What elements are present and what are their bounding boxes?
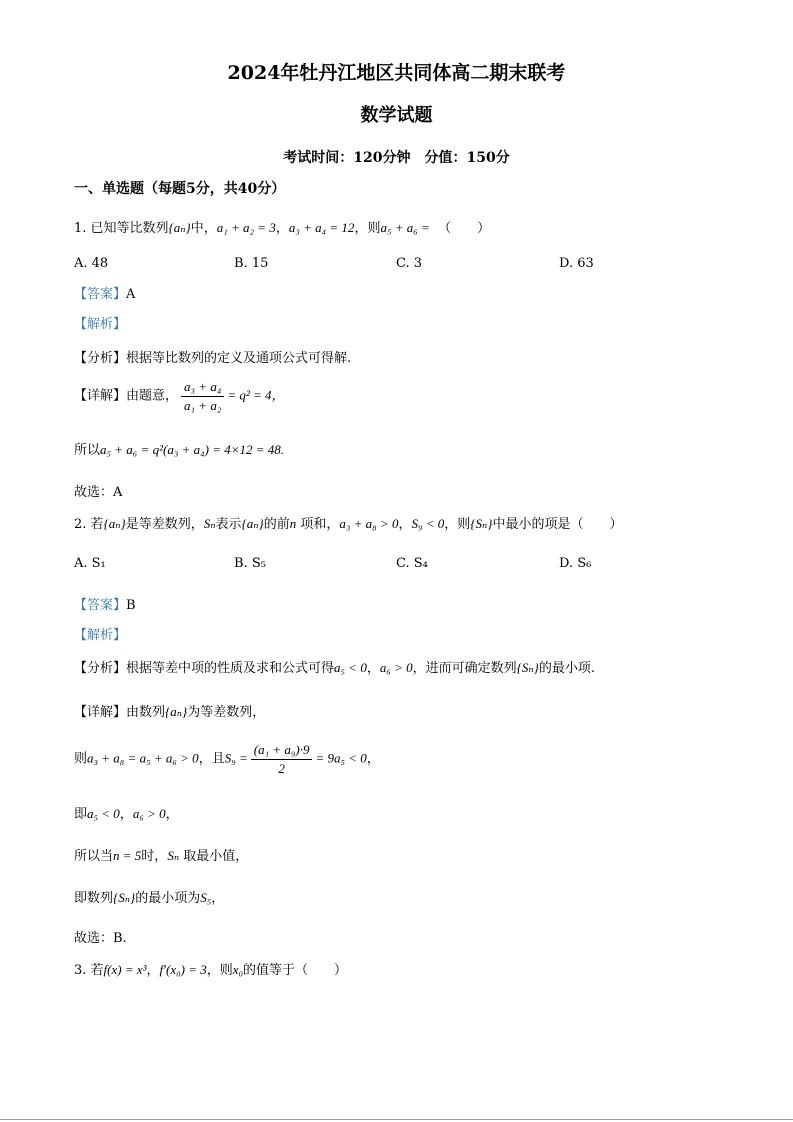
q1-fraction: $\frac{\text{a₃ + a₄}}{\text{a₁ + a₂}}$	[181, 379, 224, 413]
page-title: 2024年牡丹江地区共同体高二期末联考	[227, 62, 566, 84]
q1-option-a: A. 48	[74, 256, 109, 271]
exam-info: 考试时间：120分钟 分值：150分	[283, 150, 510, 166]
section-heading: 一、单选题（每题5分，共40分）	[74, 181, 286, 197]
q2-stem: 2. 若{aₙ}是等差数列，Sₙ表示{aₙ}的前n 项和，a₃ + a₈ > 0，S₉ < 0，则{Sₙ}中最小的项是（ ）	[74, 516, 623, 532]
q2-detail-line2: 即a₅ < 0，a₆ > 0，	[74, 806, 179, 822]
q1-stem: 1. 已知等比数列{aₙ}中，a₁ + a₂ = 3，a₃ + a₄ = 12，则a₅ + a₆ = （ ）	[74, 220, 491, 236]
q1-detail: 【详解】由题意， $\frac{\text{a₃ + a₄}}{\text{a₁ + a₂}}$ = q² = 4，	[74, 379, 285, 413]
q1-option-b: B. 15	[234, 256, 269, 271]
q1-analysis-tag: 【解析】	[74, 317, 127, 332]
page-bottom-rule	[0, 1119, 793, 1120]
q1-detail-line2: 所以a₅ + a₆ = q²(a₃ + a₄) = 4×12 = 48.	[74, 442, 285, 458]
q1-choose: 故选：A	[74, 485, 123, 500]
q1-option-d: D. 63	[559, 256, 594, 271]
q2-choose: 故选：B.	[74, 931, 127, 946]
q2-option-d: D. S₆	[559, 556, 592, 571]
q2-detail-line1: 则a₃ + a₈ = a₅ + a₆ > 0，且S₉ = $\frac{\text{(a₁ + a₉)·9}}{2}$ = 9a₅ < 0，	[74, 742, 380, 776]
q2-option-b: B. S₅	[234, 556, 266, 571]
q2-option-a: A. S₁	[74, 556, 106, 571]
page-subtitle: 数学试题	[360, 105, 433, 126]
q2-detail-line4: 即数列{Sₙ}的最小项为S₅，	[74, 890, 225, 906]
q2-answer: 【答案】B	[74, 598, 136, 613]
q1-option-c: C. 3	[396, 256, 423, 271]
q2-detail: 【详解】由数列{aₙ}为等差数列，	[74, 704, 266, 720]
q2-option-c: C. S₄	[396, 556, 428, 571]
q2-analysis: 【分析】根据等差中项的性质及求和公式可得a₅ < 0，a₆ > 0，进而可确定数列{Sₙ}的最小项.	[74, 660, 595, 676]
q2-fraction: $\frac{\text{(a₁ + a₉)·9}}{2}$	[251, 742, 313, 776]
q1-analysis: 【分析】根据等比数列的定义及通项公式可得解.	[74, 351, 352, 366]
q1-answer: 【答案】A	[74, 287, 136, 302]
q3-stem: 3. 若f(x) = x³，f′(x₀) = 3，则x₀的值等于（ ）	[74, 962, 348, 978]
q2-detail-line3: 所以当n = 5时，Sₙ 取最小值，	[74, 848, 249, 864]
q2-analysis-tag: 【解析】	[74, 628, 127, 643]
